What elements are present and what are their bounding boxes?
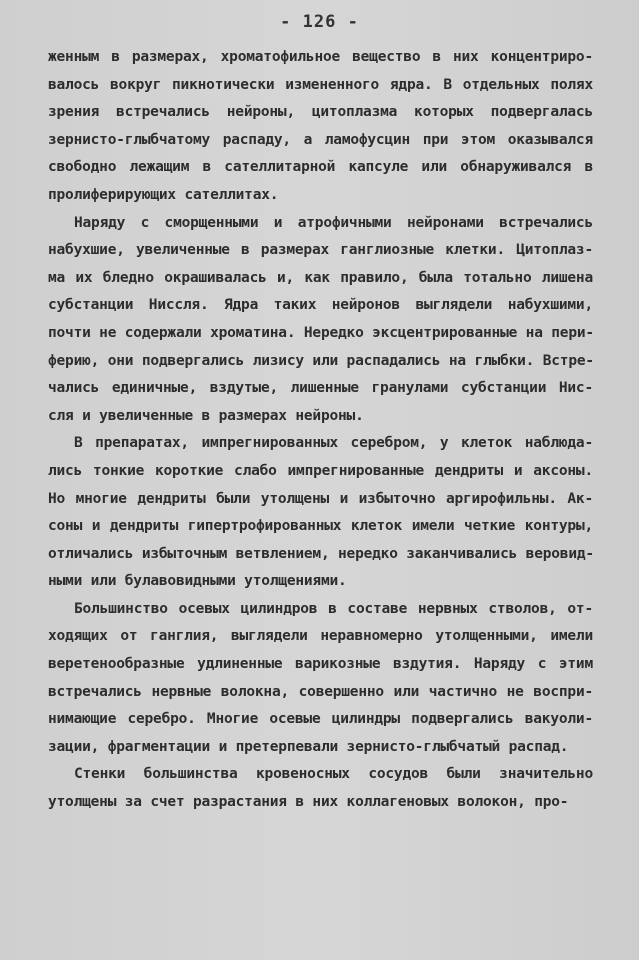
body-text <box>48 44 593 817</box>
paragraph <box>48 430 593 596</box>
text-line: свободно лежащим в сателлитарной капсуле или обнаруживался в <box>48 159 593 176</box>
text-line: зернисто-глыбчатому распаду, а ламофусцин при этом оказывался <box>48 131 593 148</box>
text-line: встречались нервные волокна, совершенно или частично не воспри- <box>48 683 593 700</box>
text-line: чались единичные, вздутые, лишенные гранулами субстанции Нис- <box>48 380 593 397</box>
text-line: зации, фрагментации и претерпевали зернисто-глыбчатый распад. <box>48 738 569 755</box>
paragraph <box>48 596 593 762</box>
text-line: зрения встречались нейроны, цитоплазма которых подвергалась <box>48 104 593 121</box>
text-line: нимающие серебро. Многие осевые цилиндры подвергались вакуоли- <box>48 711 593 728</box>
text-line: веретенообразные удлиненные варикозные вздутия. Наряду с этим <box>48 656 593 673</box>
text-line: ходящих от ганглия, выглядели неравномерно утолщенными, имели <box>48 628 593 645</box>
paragraph <box>48 210 593 431</box>
text-line: субстанции Ниссля. Ядра таких нейронов выглядели набухшими, <box>48 297 593 314</box>
text-line: валось вокруг пикнотически измененного ядра. В отдельных полях <box>48 76 593 93</box>
text-line: Наряду с сморщенными и атрофичными нейронами встречались <box>74 214 593 231</box>
text-line: сля и увеличенные в размерах нейроны. <box>48 407 364 424</box>
text-line: соны и дендриты гипертрофированных клеток имели четкие контуры, <box>48 518 593 535</box>
text-line: Но многие дендриты были утолщены и избыточно аргирофильны. Ак- <box>48 490 593 507</box>
text-line: ферию, они подвергались лизису или распадались на глыбки. Встре- <box>48 352 594 369</box>
text-line: ма их бледно окрашивалась и, как правило, была тотально лишена <box>48 269 593 286</box>
text-line: Стенки большинства кровеносных сосудов были значительно <box>74 766 593 783</box>
text-line: В препаратах, импрегнированных серебром, у клеток наблюда- <box>74 435 593 452</box>
text-line: утолщены за счет разрастания в них коллагеновых волокон, про- <box>48 794 569 811</box>
text-line: Большинство осевых цилиндров в составе нервных стволов, от- <box>74 600 593 617</box>
text-line: ными или булавовидными утолщениями. <box>48 573 347 590</box>
text-line: лись тонкие короткие слабо импрегнированные дендриты и аксоны. <box>48 462 593 479</box>
text-line: женным в размерах, хроматофильное вещество в них концентриро- <box>48 49 593 65</box>
page-number: - 126 - <box>280 12 359 32</box>
text-line: набухшие, увеличенные в размерах ганглиозные клетки. Цитоплаз- <box>48 242 593 259</box>
text-line: почти не содержали хроматина. Нередко эксцентрированные на пери- <box>48 324 594 341</box>
text-line: отличались избыточным ветвлением, нередко заканчивались веровид- <box>48 545 594 562</box>
paragraph <box>48 44 593 210</box>
paragraph <box>48 761 593 816</box>
text-line: пролиферирующих сателлитах. <box>48 186 279 203</box>
